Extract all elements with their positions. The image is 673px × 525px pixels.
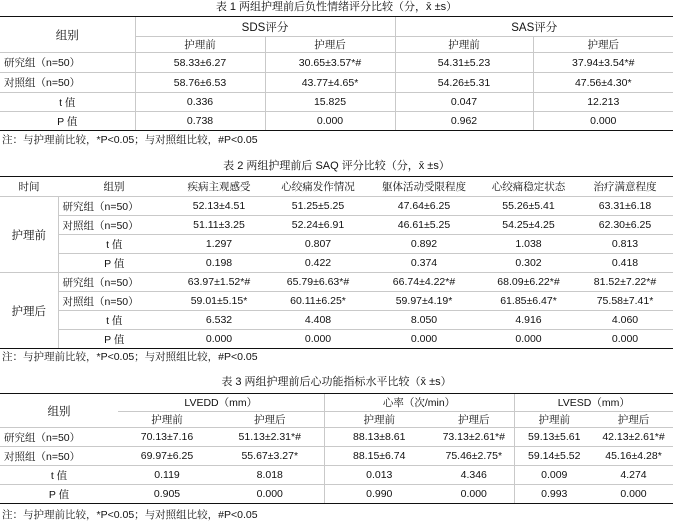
table-row (0, 311, 673, 330)
cell: 61.85±6.47* (480, 292, 577, 311)
cell: 0.422 (268, 254, 368, 273)
table1-sub-header: 护理后 (265, 37, 395, 53)
cell: 0.009 (514, 466, 594, 485)
table2-header: 疾病主观感受 (170, 177, 268, 197)
row-label: 对照组（n=50） (0, 447, 118, 466)
cell: 8.050 (368, 311, 480, 330)
table3-sub-header: 护理后 (594, 412, 673, 428)
cell: 59.13±5.61 (514, 428, 594, 447)
row-label: 研究组（n=50） (58, 273, 170, 292)
cell: 88.13±8.61 (324, 428, 434, 447)
table1-group-header: 组别 (0, 17, 135, 53)
cell: 0.000 (434, 485, 514, 504)
table3-sub-header: 护理前 (514, 412, 594, 428)
table-row (0, 254, 673, 273)
table2-header: 心绞痛发作情况 (268, 177, 368, 197)
table3-sub-header: 护理后 (434, 412, 514, 428)
cell: 54.31±5.23 (395, 53, 533, 73)
cell: 66.74±4.22*# (368, 273, 480, 292)
cell: 45.16±4.28* (594, 447, 673, 466)
table1-caption: 表 1 两组护理前后负性情绪评分比较（分，x̄ ±s） (215, 1, 458, 13)
cell: 4.916 (480, 311, 577, 330)
cell: 42.13±2.61*# (594, 428, 673, 447)
cell: 0.000 (533, 112, 673, 131)
table2-header: 心绞痛稳定状态 (480, 177, 577, 197)
table-row (0, 428, 673, 447)
cell: 4.408 (268, 311, 368, 330)
cell: 51.13±2.31*# (216, 428, 324, 447)
cell: 8.018 (216, 466, 324, 485)
cell: 1.038 (480, 235, 577, 254)
cell: 0.000 (170, 330, 268, 349)
table2-header: 躯体活动受限程度 (368, 177, 480, 197)
table-row (0, 112, 673, 131)
cell: 0.962 (395, 112, 533, 131)
cell: 54.26±5.31 (395, 73, 533, 93)
table3-sub-header: 护理后 (216, 412, 324, 428)
cell: 51.11±3.25 (170, 216, 268, 235)
cell: 43.77±4.65* (265, 73, 395, 93)
table-row (0, 330, 673, 349)
cell: 0.993 (514, 485, 594, 504)
cell: 0.119 (118, 466, 216, 485)
cell: 0.418 (577, 254, 673, 273)
table2-header: 时间 (0, 177, 58, 197)
cell: 30.65±3.57*# (265, 53, 395, 73)
cell: 59.01±5.15* (170, 292, 268, 311)
table2 (0, 176, 673, 349)
cell: 0.336 (135, 93, 265, 112)
time-label-before: 护理前 (0, 197, 58, 273)
table-row (0, 292, 673, 311)
cell: 62.30±6.25 (577, 216, 673, 235)
cell: 47.64±6.25 (368, 197, 480, 216)
table-row (0, 216, 673, 235)
table-row (0, 197, 673, 216)
time-label-after: 护理后 (0, 273, 58, 349)
cell: 55.67±3.27* (216, 447, 324, 466)
row-label: t 值 (58, 311, 170, 330)
cell: 0.000 (216, 485, 324, 504)
row-label: 对照组（n=50） (58, 216, 170, 235)
cell: 63.97±1.52*# (170, 273, 268, 292)
cell: 0.302 (480, 254, 577, 273)
cell: 75.58±7.41* (577, 292, 673, 311)
table3-note: 注：与护理前比较，*P<0.05；与对照组比较，#P<0.05 (2, 509, 258, 521)
table3-lvedd-header: LVEDD（mm） (118, 394, 324, 412)
table-row (0, 273, 673, 292)
cell: 15.825 (265, 93, 395, 112)
cell: 0.013 (324, 466, 434, 485)
table3-caption: 表 3 两组护理前后心功能指标水平比较（x̄ ±s） (221, 376, 452, 388)
cell: 0.047 (395, 93, 533, 112)
cell: 70.13±7.16 (118, 428, 216, 447)
cell: 0.000 (368, 330, 480, 349)
cell: 58.33±6.27 (135, 53, 265, 73)
cell: 55.26±5.41 (480, 197, 577, 216)
table-row (0, 53, 673, 73)
cell: 47.56±4.30* (533, 73, 673, 93)
row-label: 研究组（n=50） (58, 197, 170, 216)
cell: 0.807 (268, 235, 368, 254)
row-label: t 值 (58, 235, 170, 254)
cell: 52.24±6.91 (268, 216, 368, 235)
table1-sub-header: 护理前 (395, 37, 533, 53)
cell: 37.94±3.54*# (533, 53, 673, 73)
table3 (0, 393, 673, 504)
cell: 0.000 (577, 330, 673, 349)
cell: 0.374 (368, 254, 480, 273)
table1-sas-header: SAS评分 (395, 17, 673, 37)
cell: 73.13±2.61*# (434, 428, 514, 447)
row-label: t 值 (0, 466, 118, 485)
table2-header: 治疗满意程度 (577, 177, 673, 197)
cell: 0.000 (480, 330, 577, 349)
row-label: 研究组（n=50） (0, 53, 135, 73)
table1 (0, 16, 673, 131)
cell: 51.25±5.25 (268, 197, 368, 216)
cell: 65.79±6.63*# (268, 273, 368, 292)
table-row (0, 73, 673, 93)
table1-note: 注：与护理前比较，*P<0.05；与对照组比较，#P<0.05 (2, 134, 258, 146)
table1-sds-header: SDS评分 (135, 17, 395, 37)
cell: 81.52±7.22*# (577, 273, 673, 292)
cell: 4.346 (434, 466, 514, 485)
cell: 12.213 (533, 93, 673, 112)
cell: 68.09±6.22*# (480, 273, 577, 292)
cell: 52.13±4.51 (170, 197, 268, 216)
cell: 88.15±6.74 (324, 447, 434, 466)
table3-sub-header: 护理前 (324, 412, 434, 428)
table-row (0, 93, 673, 112)
cell: 4.274 (594, 466, 673, 485)
table2-note: 注：与护理前比较，*P<0.05；与对照组比较，#P<0.05 (2, 351, 258, 363)
row-label: 对照组（n=50） (58, 292, 170, 311)
cell: 1.297 (170, 235, 268, 254)
table-row (0, 466, 673, 485)
row-label: P 值 (58, 330, 170, 349)
cell: 0.738 (135, 112, 265, 131)
cell: 58.76±6.53 (135, 73, 265, 93)
cell: 0.000 (594, 485, 673, 504)
row-label: 对照组（n=50） (0, 73, 135, 93)
row-label: P 值 (0, 485, 118, 504)
cell: 0.198 (170, 254, 268, 273)
row-label: P 值 (0, 112, 135, 131)
cell: 59.14±5.52 (514, 447, 594, 466)
cell: 4.060 (577, 311, 673, 330)
cell: 59.97±4.19* (368, 292, 480, 311)
row-label: P 值 (58, 254, 170, 273)
cell: 0.000 (265, 112, 395, 131)
table3-sub-header: 护理前 (118, 412, 216, 428)
cell: 0.892 (368, 235, 480, 254)
table3-group-header: 组别 (0, 394, 118, 428)
table-row (0, 447, 673, 466)
table2-header: 组别 (58, 177, 170, 197)
row-label: t 值 (0, 93, 135, 112)
cell: 60.11±6.25* (268, 292, 368, 311)
table3-hr-header: 心率（次/min） (324, 394, 514, 412)
table-row (0, 485, 673, 504)
table2-caption: 表 2 两组护理前后 SAQ 评分比较（分，x̄ ±s） (223, 160, 450, 172)
table1-sub-header: 护理后 (533, 37, 673, 53)
cell: 54.25±4.25 (480, 216, 577, 235)
cell: 6.532 (170, 311, 268, 330)
cell: 75.46±2.75* (434, 447, 514, 466)
table-row (0, 235, 673, 254)
cell: 69.97±6.25 (118, 447, 216, 466)
cell: 0.000 (268, 330, 368, 349)
cell: 0.813 (577, 235, 673, 254)
cell: 0.990 (324, 485, 434, 504)
table3-lvesd-header: LVESD（mm） (514, 394, 673, 412)
table1-sub-header: 护理前 (135, 37, 265, 53)
cell: 63.31±6.18 (577, 197, 673, 216)
cell: 0.905 (118, 485, 216, 504)
cell: 46.61±5.25 (368, 216, 480, 235)
row-label: 研究组（n=50） (0, 428, 118, 447)
